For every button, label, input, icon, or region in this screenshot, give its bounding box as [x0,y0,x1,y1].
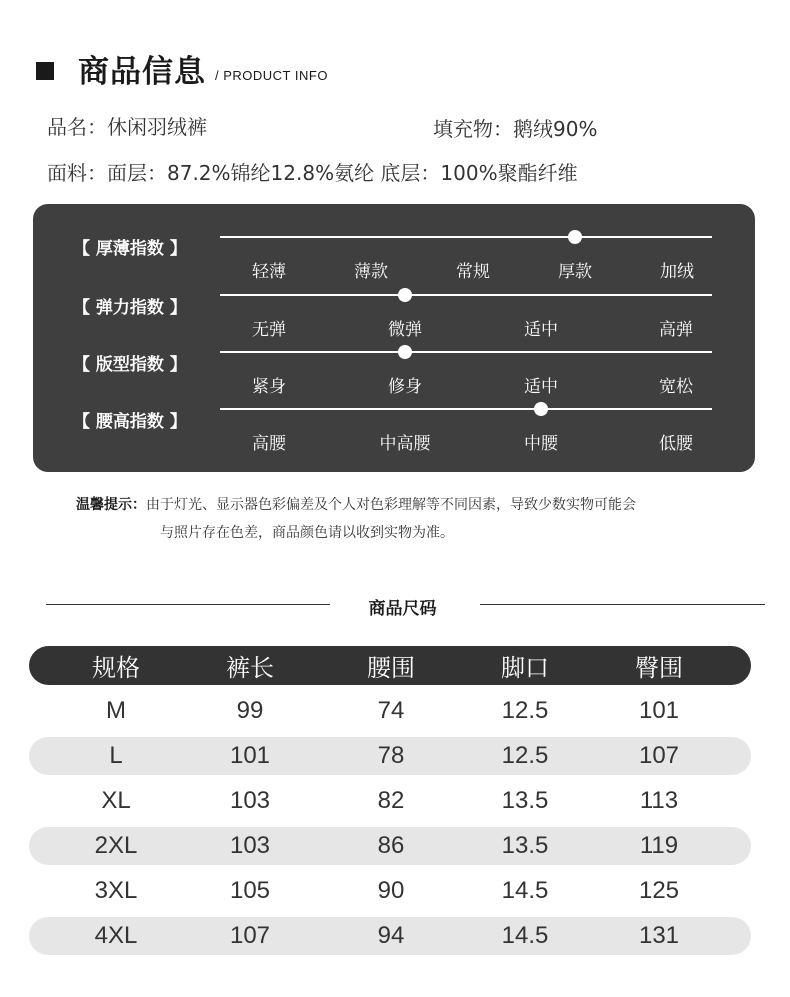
index-scale-line [220,294,712,296]
table-cell: 74 [377,697,405,724]
table-cell: 103 [229,787,271,814]
table-row [29,692,751,730]
size-section-title: 商品尺码 [368,599,437,619]
index-marker-dot [398,345,412,359]
index-option: 薄款 [354,262,388,282]
index-scale-line [220,408,712,410]
table-cell: 12.5 [501,697,549,724]
index-scale-line [220,236,712,238]
index-option: 高弹 [659,320,693,340]
table-cell: 107 [638,742,680,769]
index-option: 宽松 [659,377,693,397]
index-option: 中高腰 [379,434,431,454]
tip-text-1: 由于灯光、显示器色彩偏差及个人对色彩理解等不同因素，导致少数实物可能会 [146,497,636,513]
index-marker-dot [568,230,582,244]
index-scale-line [220,351,712,353]
table-header-cell: 臀围 [635,654,683,682]
tip-label: 温馨提示： [76,497,146,513]
index-label: 【 腰高指数 】 [73,412,187,432]
index-label: 【 厚薄指数 】 [73,239,187,259]
table-cell: 101 [229,742,271,769]
table-cell: 78 [377,742,405,769]
index-option: 轻薄 [252,262,286,282]
index-option: 中腰 [524,434,558,454]
table-cell: 13.5 [501,832,549,859]
tip-text-2: 与照片存在色差，商品颜色请以收到实物为准。 [160,525,454,541]
table-row [29,917,751,955]
index-option: 无弹 [252,320,286,340]
table-cell: 14.5 [501,922,549,949]
table-cell: 107 [229,922,271,949]
index-option: 修身 [388,377,422,397]
index-option: 常规 [456,262,490,282]
table-cell: 14.5 [501,877,549,904]
table-cell: 4XL [94,922,138,949]
table-header-cell: 脚口 [501,654,549,682]
table-cell: 3XL [94,877,138,904]
table-row [29,827,751,865]
table-cell: 94 [377,922,405,949]
table-row [29,872,751,910]
index-option: 适中 [524,320,558,340]
table-cell: XL [101,787,131,814]
product-filling: 填充物：鹅绒90% [433,117,598,141]
table-cell: 13.5 [501,787,549,814]
tip-line-1 [76,491,636,519]
table-cell: 101 [638,697,680,724]
product-fabric: 面料：面层：87.2%锦纶12.8%氨纶 底层：100%聚酯纤维 [47,161,578,185]
header-square-icon [36,62,54,80]
table-cell: 119 [639,832,679,859]
page-subtitle: / PRODUCT INFO [215,68,328,83]
table-cell: 99 [236,697,264,724]
index-option: 低腰 [659,434,693,454]
index-option: 加绒 [660,262,694,282]
table-cell: 86 [377,832,405,859]
index-panel [33,204,755,472]
table-cell: 105 [229,877,271,904]
table-header-cell: 腰围 [367,654,415,682]
table-header-row [29,646,751,685]
table-cell: 2XL [94,832,138,859]
index-marker-dot [398,288,412,302]
size-table [29,646,751,955]
table-row [29,737,751,775]
table-cell: 103 [229,832,271,859]
table-row [29,782,751,820]
table-cell: 113 [639,787,679,814]
table-header-cell: 规格 [92,654,140,682]
page-title: 商品信息 [78,54,206,90]
index-label: 【 弹力指数 】 [73,298,187,318]
table-cell: 131 [638,922,680,949]
table-cell: 12.5 [501,742,549,769]
table-header-cell: 裤长 [226,654,274,682]
product-name: 品名：休闲羽绒裤 [47,115,207,139]
table-cell: L [109,742,123,769]
table-cell: 82 [377,787,405,814]
index-label: 【 版型指数 】 [73,355,187,375]
index-option: 适中 [524,377,558,397]
table-cell: M [106,697,126,724]
table-cell: 125 [638,877,680,904]
index-option: 高腰 [252,434,286,454]
section-divider-right [480,604,765,605]
index-marker-dot [534,402,548,416]
index-option: 紧身 [252,377,286,397]
index-option: 厚款 [558,262,592,282]
table-cell: 90 [377,877,405,904]
index-option: 微弹 [388,320,422,340]
